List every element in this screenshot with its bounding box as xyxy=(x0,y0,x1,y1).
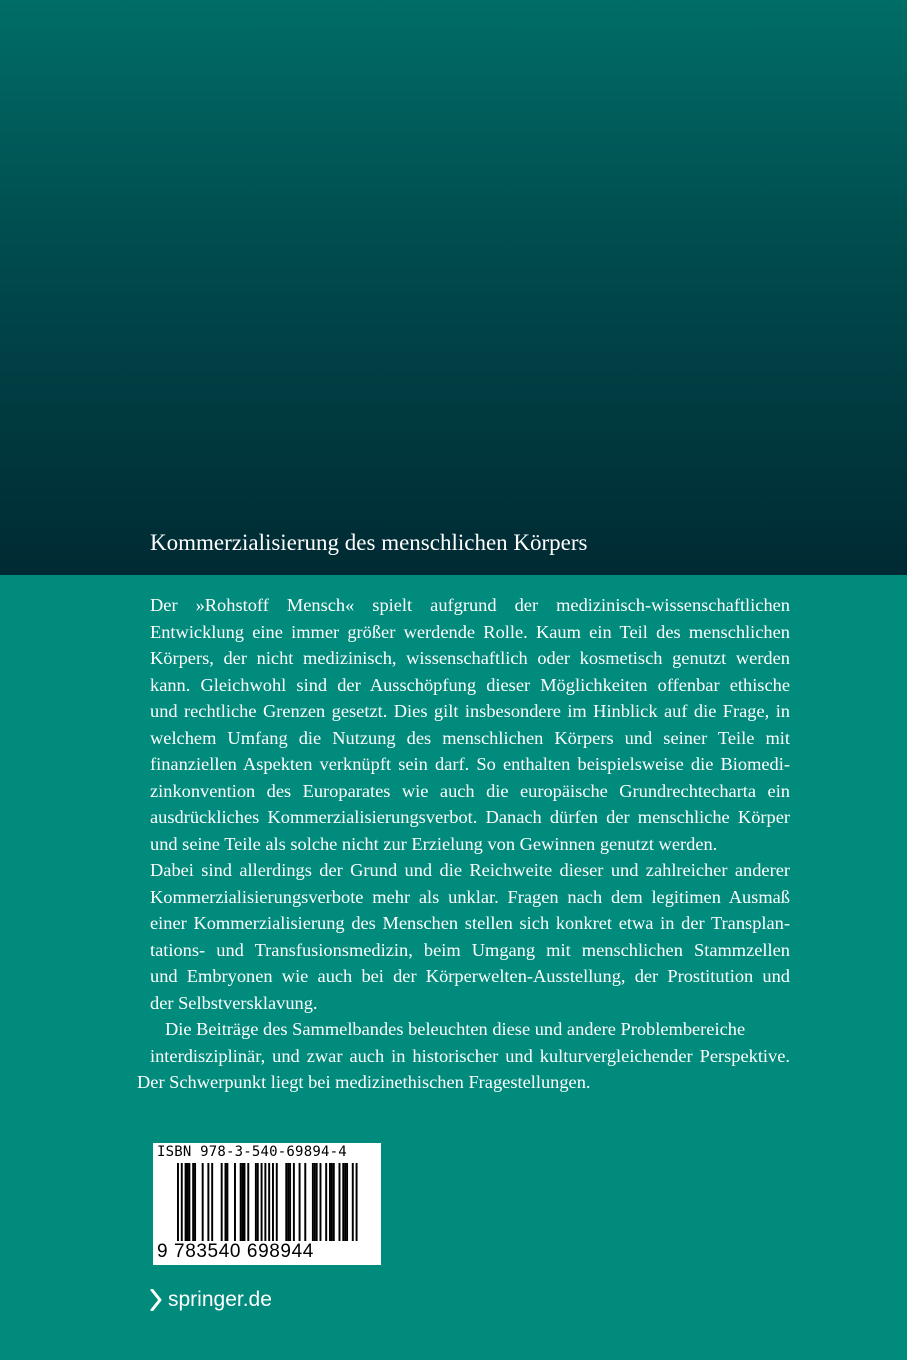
barcode-bar xyxy=(264,1163,266,1241)
barcode-bar xyxy=(272,1163,274,1241)
barcode-bar xyxy=(346,1163,348,1241)
barcode-bar xyxy=(320,1163,322,1241)
barcode-bar xyxy=(194,1163,196,1241)
barcode-bar xyxy=(234,1163,236,1241)
isbn-barcode xyxy=(153,1143,381,1265)
barcode-bar xyxy=(261,1163,263,1241)
barcode-bar xyxy=(211,1163,213,1241)
barcode-bar xyxy=(225,1163,227,1241)
blurb-line: Die Beiträge des Sammelbandes beleuchten diese und andere Problembereiche xyxy=(165,1019,746,1039)
blurb-line: Dabei sind allerdings der Grund und die Reichweite dieser und zahlreicher anderer xyxy=(150,860,790,880)
blurb-line: und seine Teile als solche nicht zur Erzielung von Gewinnen genutzt werden. xyxy=(150,833,718,854)
barcode-bar xyxy=(257,1163,259,1241)
book-title: Kommerzialisierung des menschlichen Körpers xyxy=(150,530,588,555)
barcode-bar xyxy=(325,1163,327,1241)
barcode-bar xyxy=(177,1163,179,1241)
barcode-bar xyxy=(344,1163,346,1241)
publisher-link[interactable] xyxy=(150,1285,272,1315)
isbn-label: ISBN 978-3-540-69894-4 xyxy=(157,1144,347,1160)
blurb-line: Der »Rohstoff Mensch« spielt aufgrund der medizinisch-wissenschaftlichen xyxy=(150,595,790,615)
cover-top-panel xyxy=(0,0,907,575)
blurb-line: kann. Gleichwohl sind der Ausschöpfung dieser Möglichkeiten offenbar ethische xyxy=(150,674,790,695)
ean-number: 9 783540 698944 xyxy=(157,1241,314,1262)
blurb-line: Der Schwerpunkt liegt bei medizinethischen Fragestellungen. xyxy=(137,1072,591,1092)
barcode-bar xyxy=(333,1163,335,1241)
barcode-bar xyxy=(181,1163,183,1241)
barcode-bar xyxy=(289,1163,291,1241)
blurb-line: und rechtliche Grenzen gesetzt. Dies gilt insbesondere im Hinblick auf die Frage, in xyxy=(150,701,790,721)
blurb-line: und Embryonen wie auch bei der Körperwelten-Ausstellung, der Prostitution und xyxy=(150,966,790,986)
blurb-line: Entwicklung eine immer größer werdende Rolle. Kaum ein Teil des menschlichen xyxy=(150,621,790,642)
blurb-line: welchem Umfang die Nutzung des menschlichen Körpers und seiner Teile mit xyxy=(150,727,790,748)
blurb-line: einer Kommerzialisierung des Menschen stellen sich konkret etwa in der Transplan- xyxy=(150,913,790,933)
barcode-bar xyxy=(188,1163,190,1241)
barcode-bar xyxy=(339,1163,341,1241)
blurb-line: der Selbstversklavung. xyxy=(150,992,318,1013)
barcode-bar xyxy=(221,1163,223,1241)
chevron-right-icon xyxy=(150,1289,162,1311)
barcode-bar xyxy=(299,1163,301,1241)
barcode-bar xyxy=(187,1163,189,1241)
blurb-line: Kommerzialisierungsverbote mehr als unklar. Fragen nach dem legitimen Ausmaß xyxy=(150,886,790,907)
barcode-bar xyxy=(185,1163,187,1241)
barcode-bar xyxy=(342,1163,344,1241)
barcode-bar xyxy=(304,1163,306,1241)
barcode-bar xyxy=(240,1163,242,1241)
barcode-bar xyxy=(316,1163,318,1241)
barcode-bar xyxy=(331,1163,333,1241)
barcode-bar xyxy=(247,1163,249,1241)
barcode-bar xyxy=(285,1163,287,1241)
barcode-bar xyxy=(192,1163,194,1241)
barcode-bar xyxy=(356,1163,358,1241)
blurb-line: finanziellen Aspekten verknüpft sein darf. So enthalten beispielsweise die Biomedi- xyxy=(150,754,790,774)
barcode-bar xyxy=(329,1163,331,1241)
barcode-bar xyxy=(268,1163,270,1241)
barcode-bar xyxy=(312,1163,314,1241)
barcode-bar xyxy=(226,1163,228,1241)
barcode-bar xyxy=(255,1163,257,1241)
barcode-bar xyxy=(287,1163,289,1241)
barcode-bar xyxy=(314,1163,316,1241)
barcode-bar xyxy=(276,1163,278,1241)
publisher-url: springer.de xyxy=(168,1288,272,1311)
barcode-bar xyxy=(293,1163,295,1241)
barcode-bar xyxy=(242,1163,244,1241)
blurb-line: interdisziplinär, und zwar auch in historischer und kulturvergleichender Perspektive. xyxy=(150,1045,790,1066)
blurb-line: zinkonvention des Europarates wie auch die europäische Grundrechtecharta ein xyxy=(150,780,790,801)
barcode-bar xyxy=(202,1163,204,1241)
blurb-text xyxy=(137,592,790,1096)
blurb-line: tations- und Transfusionsmedizin, beim Umgang mit menschlichen Stammzellen xyxy=(150,939,790,960)
barcode-bar xyxy=(352,1163,354,1241)
barcode-bar xyxy=(207,1163,209,1241)
blurb-line: Körpers, der nicht medizinisch, wissenschaftlich oder kosmetisch genutzt werden xyxy=(150,648,790,668)
barcode-bar xyxy=(244,1163,246,1241)
blurb-line: ausdrückliches Kommerzialisierungsverbot. Danach dürfen der menschliche Körper xyxy=(150,807,790,827)
